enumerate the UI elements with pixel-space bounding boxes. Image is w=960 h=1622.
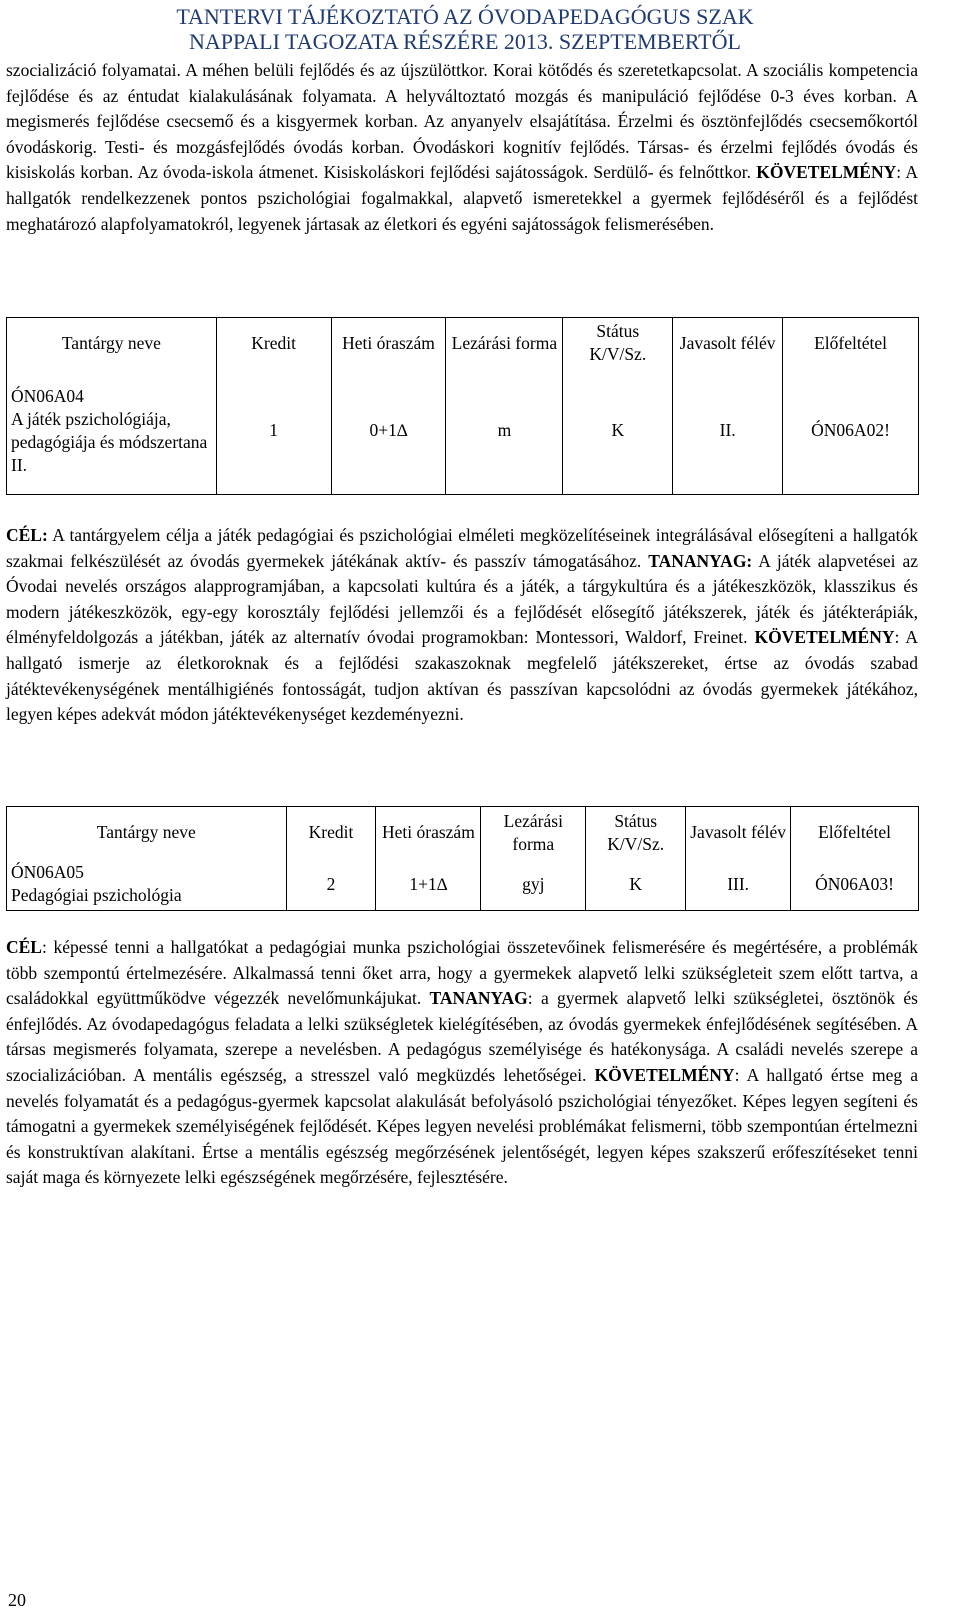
course-title: Pedagógiai pszichológia: [11, 885, 182, 906]
course-exam: gyj: [481, 859, 586, 911]
course-name-cell: [7, 859, 287, 911]
page-number: 20: [8, 1590, 26, 1610]
course-status: K: [586, 859, 686, 911]
intro-text: szocializáció folyamatai. A méhen belüli fejlődés és az újszülöttkor. Korai kötődés és szeretetkapcsolat. A szociális kompetencia fejlődése és az éntudat kialakulásának folyamata. A helyváltoztató mozgás és manipuláció fejlődése 0-3 éves korban. A megismerés fejlődése csecsemő és a kisgyermek korban. Az anyanyelv elsajátítása. Érzelmi és ösztönfejlődés csecsemőkortól óvodáskorig. Testi- és mozgásfejlődés óvodás korban. Óvodáskori kognitív fejlődés. Társas- és érzelmi fejlődés óvodás és kisiskolás korban. Az óvoda-iskola átmenet. Kisiskoláskori fejlődési sajátosságok. Serdülő- és felnőttkor.: [6, 60, 918, 183]
course-semester: II.: [673, 368, 783, 494]
kovetelmeny-text: : A hallgató értse meg a nevelés folyamatát és a pedagógus-gyermek kapcsolat alakulását befolyásoló pszichológiai tényezőket. Képes legyen segíteni és támogatni a gyermekek személyiségének fejlődését. Képes legyen nevelési problémákat felismerni, több szempontúan értelmezni és konstruktívan alakítani. Értse a mentális egészség megőrzésének jelentőségét, legyen képes szakszerű erőfeszítéseket tenni saját maga és környezete lelki egészségének megőrzésére, fejlesztésére.: [6, 1064, 918, 1188]
kovetelmeny-label: KÖVETELMÉNY: [754, 627, 895, 648]
course-exam: m: [446, 368, 563, 494]
course-code: ÓN06A04: [11, 385, 84, 406]
header-hours: Heti óraszám: [331, 318, 446, 369]
tananyag-label: TANANYAG: [429, 988, 528, 1009]
cel-text: : képessé tenni a hallgatókat a pedagógiai munka pszichológiai összetevőinek felismerésére és megértésére, a problémák több szempontú értelmezésére. Alkalmassá tenni őket arra, hogy a gyermekek alapvető lelki szükségleteit szem előtt tartva, a családokkal együttműködve végezzék nevelőmunkájukat.: [6, 937, 918, 1009]
course-status: K: [563, 368, 673, 494]
course-table-1: [6, 317, 919, 495]
intro-kov-label: KÖVETELMÉNY: [756, 162, 897, 183]
course-table-2: [6, 806, 919, 911]
course-code: ÓN06A05: [11, 862, 84, 883]
course2-description: [6, 935, 918, 1191]
header-hours: Heti óraszám: [376, 807, 481, 859]
header-semester: Javasolt félév: [686, 807, 791, 859]
tananyag-text: A játék alapvetései az Óvodai nevelés országos alapprogramjában, a kapcsolati kultúra és a játék, a tárgykultúra és a játékeszközök, klasszikus és modern játékeszközök, egy-egy korosztály fejlődési jellemzői és a fejlődését elősegítő játékszerek, játék és játékterápiák, élményfeldolgozás a játékban, játék az alternatív óvodai programokban: Montessori, Waldorf, Freinet.: [6, 550, 918, 648]
header-status: Státus K/V/Sz.: [563, 318, 673, 369]
tananyag-label: TANANYAG:: [648, 550, 753, 571]
header-exam: Lezárási forma: [446, 318, 563, 369]
course1-description: [6, 523, 918, 728]
header-exam: Lezárási forma: [481, 807, 586, 859]
header-semester: Javasolt félév: [673, 318, 783, 369]
header-credit: Kredit: [286, 807, 376, 859]
course-name-cell: [7, 368, 217, 494]
cel-text: A tantárgyelem célja a játék pedagógiai és pszichológiai elméleti megközelítéseinek integrálásával elősegíteni a hallgatók szakmai felkészülését az óvodás gyermekek játékának aktív- és passzív támogatásához.: [6, 525, 918, 571]
course-credit: 2: [286, 859, 376, 911]
header-credit: Kredit: [216, 318, 331, 369]
cel-label: CÉL:: [6, 525, 48, 545]
intro-kov-text: : A hallgatók rendelkezzenek pontos pszichológiai fogalmakkal, alapvető ismeretekkel a gyermek fejlődéséről és a fejlődést meghatározó alapfolyamatokról, legyenek jártasak az életkori és egyéni sajátosságok felismerésében.: [6, 162, 918, 234]
header-prereq: Előfeltétel: [783, 318, 919, 369]
kovetelmeny-text: : A hallgató ismerje az életkoroknak és a fejlődési szakaszoknak megfelelő játékszereket, értse az óvodás szabad játéktevékenységének mentálhigiénés fontosságát, tudjon aktívan és passzívan kapcsolódni az óvodás gyermekek játékához, legyen képes adekvát módon játéktevékenységet kezdeményezni.: [6, 627, 918, 725]
course-hours: 1+1∆: [376, 859, 481, 911]
header-status: Státus K/V/Sz.: [586, 807, 686, 859]
course-credit: 1: [216, 368, 331, 494]
header-line-1: TANTERVI TÁJÉKOZTATÓ AZ ÓVODAPEDAGÓGUS SZAK: [176, 4, 754, 29]
course-hours: 0+1∆: [331, 368, 446, 494]
header-prereq: Előfeltétel: [791, 807, 919, 859]
kovetelmeny-label: KÖVETELMÉNY: [594, 1064, 735, 1085]
document-header: [0, 4, 930, 54]
header-course-name: Tantárgy neve: [7, 318, 217, 369]
course-title: A játék pszichológiája, pedagógiája és módszertana II.: [11, 408, 208, 475]
header-course-name: Tantárgy neve: [7, 807, 287, 859]
tananyag-text: : a gyermek alapvető lelki szükségletei, ösztönök és énfejlődés. Az óvodapedagógus feladata a lelki szükségletek kielégítésében, az óvodás gyermekek énfejlődésének segítésében. A társas megismerés folyamata, szerepe a nevelésben. A pedagógus személyisége és hatékonysága. A családi nevelés szerepe a szocializációban. A mentális egészség, a stresszel való megküzdés lehetőségei.: [6, 988, 918, 1085]
course-semester: III.: [686, 859, 791, 911]
intro-paragraph: [6, 58, 918, 237]
course-prereq: ÓN06A02!: [783, 368, 919, 494]
header-line-2: NAPPALI TAGOZATA RÉSZÉRE 2013. SZEPTEMBERTŐL: [189, 29, 741, 54]
cel-label: CÉL: [6, 937, 42, 957]
course-prereq: ÓN06A03!: [791, 859, 919, 911]
